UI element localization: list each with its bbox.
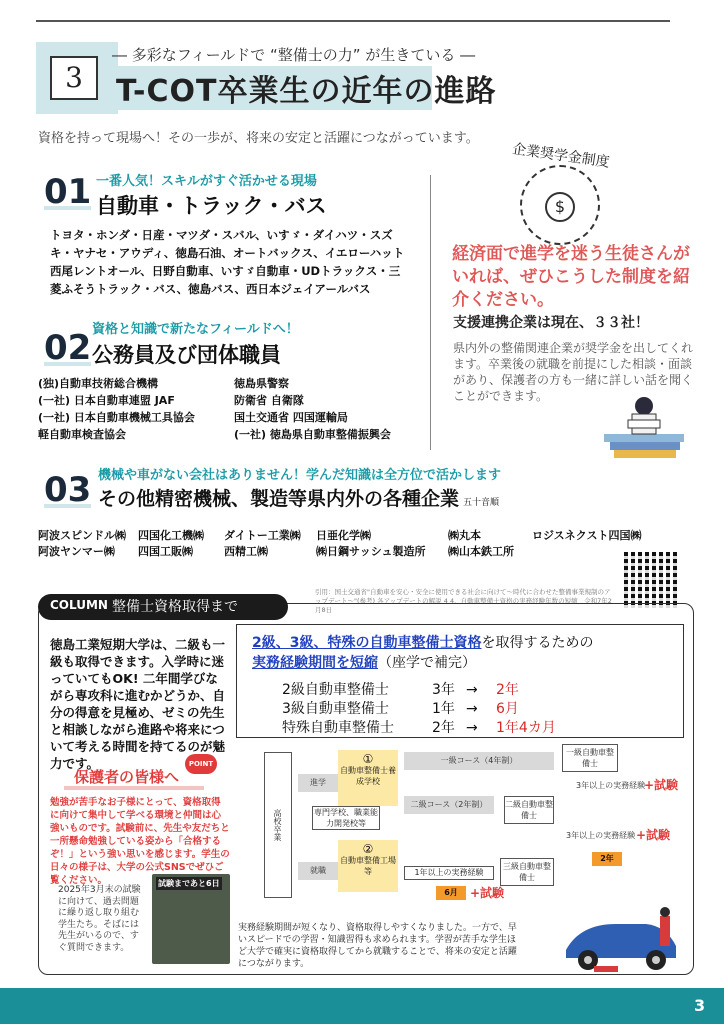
page-subtitle: ― 多彩なフィールドで “整備士の力” が生きている ―	[112, 46, 476, 64]
exam-caption: 2025年3月末の試験に向けて、過去問題に繰り返し取り組む学生たち。そばには先生がいるので、すぐ質問できます。	[58, 885, 141, 953]
flow-origin: 高校卒業	[264, 752, 292, 898]
citation: 引用：国土交通省"自動車を安心・安全に使用できる社会に向けて〜時代に合わせた整備事業規制のアップデート〜"(参考) 各アップデートの解説 4 4．自動車整備士資格の実務経験年数の短縮 令和7年2月8日	[315, 588, 612, 614]
grade-row: 特殊自動車整備士 2年 → 1年4カ月	[282, 720, 556, 736]
org-item: 軽自動車検査協会	[38, 428, 126, 441]
section-01-heading: 自動車・トラック・バス	[96, 194, 327, 218]
company: 阿波スピンドル㈱	[38, 529, 126, 542]
flow-school-box: ① 自動車整備士養成学校	[338, 750, 398, 806]
top-rule	[36, 20, 670, 22]
section-01-tagline: 一番人気！スキルがすぐ活かせる現場	[96, 174, 317, 189]
grade-row: 3級自動車整備士 1年 → 6月	[282, 701, 519, 717]
org-list-left	[38, 375, 195, 443]
flow-exp-3-a: 3年以上の実務経験	[576, 781, 646, 790]
parent-text: 勉強が苦手なお子様にとって、資格取得に向けて集中して学べる環境と仲間は心強いものです。試験前に、先生や友だちと一所懸命勉強している姿から「合格するぞ！」という強い思いを感じます。学生の日々の様子は、大学の公式SNSでぜひご覧ください。	[50, 797, 230, 886]
org-item: (一社) 日本自動車機械工具協会	[38, 411, 195, 424]
section-number: 3	[50, 56, 98, 100]
page-title: T-COT卒業生の近年の進路	[116, 74, 497, 109]
grade-row: 2級自動車整備士 3年 → 2年	[282, 682, 519, 698]
shortening-line-2: 実務経験期間を短縮（座学で補完）	[252, 655, 476, 671]
org-item: 防衛省 自衛隊	[234, 394, 304, 407]
photo-countdown-label: 試験まであと6日	[158, 879, 220, 888]
company-row-1	[38, 527, 642, 543]
flow-route-1: 進学	[298, 774, 338, 792]
section-03-heading: その他精密機械、製造等県内外の各種企業 五十音順	[98, 488, 500, 510]
section-03-number: 03	[44, 470, 92, 510]
section-02-tagline: 資格と知識で新たなフィールドへ！	[92, 322, 299, 337]
flow-exp-1: 1年以上の実務経験	[404, 866, 494, 880]
car-repair-illustration	[560, 900, 686, 978]
company: 四国化工機㈱	[138, 529, 204, 542]
company: ㈱山本鉄工所	[448, 545, 514, 558]
org-list-right	[234, 375, 391, 443]
company-row-2	[38, 543, 514, 559]
column-label: COLUMN	[50, 598, 108, 612]
column-bottom-text: 実務経験期間が短くなり、資格取得しやすくなりました。一方で、早いスピードでの学習・知識習得も求められます。学習が苦手な学生ほど大学で確実に資格取得してから就職することで、将来の安定と活躍につながります。	[238, 923, 517, 969]
company: 四国工販㈱	[138, 545, 193, 558]
section-02-heading: 公務員及び団体職員	[92, 343, 281, 367]
company: ㈱丸本	[448, 529, 481, 542]
new-period-2nd: 2年	[592, 852, 622, 866]
flow-course-2: 二級コース（2年制）	[404, 796, 494, 814]
column-title: 整備士資格取得まで	[112, 599, 238, 615]
flow-school-alt: 専門学校、職業能力開発校等	[314, 808, 378, 828]
plus-exam-3: +試験	[470, 886, 505, 900]
scholarship-text: 県内外の整備関連企業が奨学金を出してくれます。卒業後の就職を前提にした相談・面談があり、保護者の方も一緒に詳しい話を聞くことができます。	[453, 341, 694, 403]
flow-course-1: 一級コース（4年制）	[404, 752, 554, 770]
company: ㈱日鋼サッシュ製造所	[316, 545, 426, 558]
new-period-3rd: 6月	[436, 886, 466, 900]
point-badge: POINT	[185, 754, 217, 774]
section-01-number: 01	[44, 172, 92, 212]
parent-heading: 保護者の皆様へ	[74, 768, 180, 786]
org-item: (独)自動車技術総合機構	[38, 377, 159, 390]
section-02-number: 02	[44, 328, 92, 368]
company: 阿波ヤンマー㈱	[38, 545, 115, 558]
plus-exam-2: +試験	[636, 828, 671, 842]
flow-cert-2: 二級自動車整備士	[504, 796, 554, 824]
org-item: 徳島県警察	[234, 377, 289, 390]
section-01-body: トヨタ・ホンダ・日産・マツダ・スバル、いすゞ・ダイハツ・スズキ・ヤナセ・アウディ、徳島石油、オートバックス、イエローハット西尾レントオール、日野自動車、いすゞ自動車・UDトラックス・三菱ふそうトラック・バス、徳島バス、西日本ジェイアールバス	[50, 228, 405, 296]
company: ロジスネクスト四国㈱	[532, 529, 642, 542]
plus-exam-1: +試験	[644, 778, 679, 792]
company: 日亜化学㈱	[316, 529, 371, 542]
company: ダイトー工業㈱	[224, 529, 301, 542]
student-reading-illustration	[600, 392, 690, 462]
coin-icon: $	[545, 192, 575, 222]
lead-text: 資格を持って現場へ！その一歩が、将来の安定と活躍につながっています。	[38, 131, 479, 146]
support-count: 支援連携企業は現在、３３社！	[453, 315, 649, 331]
flow-cert-3: 三級自動車整備士	[500, 858, 554, 886]
column-divider	[430, 175, 431, 450]
page-number: 3	[694, 996, 706, 1015]
order-note: 五十音順	[463, 498, 500, 508]
scholarship-badge-title: 企業奨学金制度	[511, 141, 611, 171]
org-item: (一社) 徳島県自動車整備振興会	[234, 428, 391, 441]
shortening-line-1: 2級、3級、特殊の自動車整備士資格を取得するための	[252, 635, 594, 651]
column-intro: 徳島工業短期大学は、二級も一級も取得できます。入学時に迷っていてもOK! 二年間学びながら専攻科に進むかどうか、自分の得意を見極め、ゼミの先生と相談しながら進路や将来について考える時間を持てるのが魅力です。	[50, 637, 226, 771]
flow-factory-box: ② 自動車整備工場等	[338, 840, 398, 892]
footer-bar	[0, 988, 724, 1024]
scholarship-headline: 経済面で進学を迷う生徒さんがいれば、ぜひこうした制度を紹介ください。	[452, 244, 690, 310]
org-item: (一社) 日本自動車連盟 JAF	[38, 394, 175, 407]
flow-route-2: 就職	[298, 862, 338, 880]
flow-exp-3-b: 3年以上の実務経験	[566, 831, 636, 840]
org-item: 国土交通省 四国運輸局	[234, 411, 348, 424]
section-03-tagline: 機械や車がない会社はありません！学んだ知識は全方位で活かします	[98, 468, 502, 483]
company: 西精工㈱	[224, 545, 268, 558]
flow-cert-1: 一級自動車整備士	[562, 744, 618, 772]
qr-code[interactable]	[624, 552, 680, 608]
